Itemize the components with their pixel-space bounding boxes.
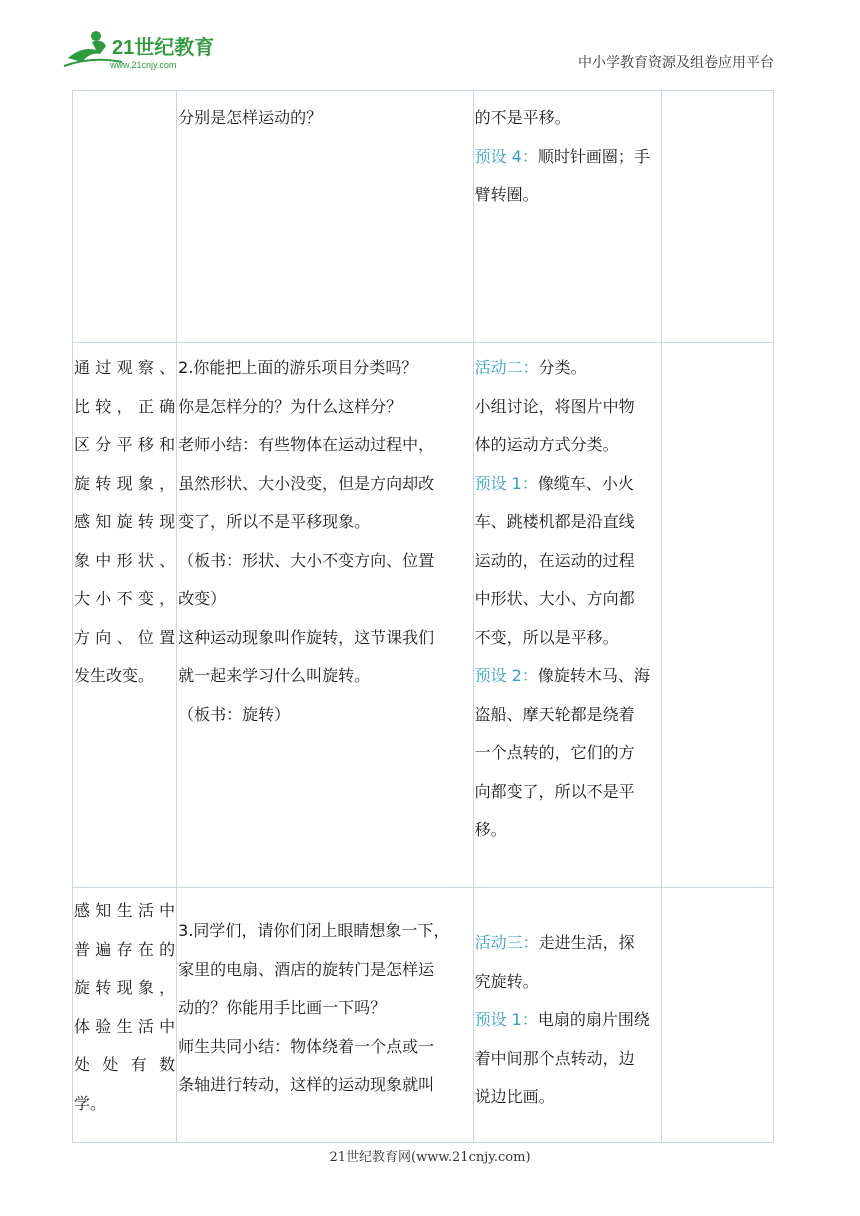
goal-line: 通过观察、	[74, 358, 176, 377]
student-line	[475, 696, 660, 735]
notes-cell	[661, 343, 773, 888]
student-text: 中形状、大小、方向都	[474, 589, 635, 608]
student-activity-cell	[473, 91, 661, 343]
student-line	[475, 734, 660, 773]
notes-cell	[661, 888, 773, 1143]
student-text: 车、跳楼机都是沿直线	[474, 512, 635, 531]
student-activity-cell	[473, 343, 661, 888]
goal-line: 学。	[74, 1093, 107, 1113]
notes-cell	[661, 91, 773, 343]
teacher-line: （板书：形状、大小不变方向、位置	[178, 550, 435, 570]
activity-label: 活动二：	[474, 358, 539, 377]
student-text: 盗船、摩天轮都是绕着	[474, 704, 635, 724]
goal-line: 方向、位置	[74, 627, 176, 647]
student-text: 移。	[474, 820, 507, 839]
logo-mark-icon	[62, 28, 232, 74]
student-activity-cell	[473, 888, 661, 1143]
goal-line: 普遍存在的	[74, 939, 176, 959]
teacher-line: 老师小结：有些物体在运动过程中，	[178, 435, 435, 454]
student-text: 向都变了，所以不是平	[474, 781, 635, 801]
student-line	[475, 580, 660, 619]
lesson-table-body	[73, 91, 774, 1143]
teacher-activity-cell	[177, 91, 473, 343]
student-line	[475, 619, 660, 658]
student-text: 的不是平移。	[474, 108, 571, 127]
student-line	[475, 426, 660, 465]
student-line	[475, 542, 660, 581]
student-text: 小组讨论，将图片中物	[474, 396, 635, 416]
student-text: 分类。	[538, 358, 587, 377]
student-line	[475, 657, 660, 696]
teacher-line: 条轴进行转动，这样的运动现象就叫	[178, 1075, 435, 1094]
goal-line: 感知旋转现	[74, 512, 176, 531]
goal-line: 比较，正确	[74, 396, 176, 416]
student-line	[475, 811, 660, 850]
student-line	[475, 963, 660, 1002]
goal-cell	[73, 91, 177, 343]
table-row	[73, 343, 774, 888]
student-text: 说边比画。	[474, 1087, 555, 1106]
lesson-table	[72, 90, 774, 1143]
student-text: 不变，所以是平移。	[474, 627, 619, 647]
goal-cell	[73, 343, 177, 888]
student-line	[475, 1040, 660, 1079]
activity-label: 预设 1：	[474, 1010, 538, 1029]
student-line	[475, 388, 660, 427]
teacher-line: 3.同学们，请你们闭上眼睛想象一下，	[178, 921, 450, 940]
student-text: 顺时针画圈；手	[537, 146, 650, 166]
student-text: 着中间那个点转动，边	[474, 1048, 635, 1068]
goal-cell	[73, 888, 177, 1143]
student-line	[475, 773, 660, 812]
goal-line: 大小不变，	[74, 589, 176, 608]
teacher-line: 就一起来学习什么叫旋转。	[178, 666, 371, 685]
teacher-line: 分别是怎样运动的？	[178, 108, 323, 127]
goal-line: 区分平移和	[74, 435, 176, 454]
activity-label: 活动三：	[474, 933, 539, 952]
student-text: 电扇的扇片围绕	[537, 1010, 650, 1029]
student-text: 像旋转木马、海	[537, 666, 650, 685]
goal-line: 旋转现象，	[74, 978, 176, 997]
goal-line: 体验生活中	[74, 1016, 176, 1036]
logo-url: www.21cnjy.com	[110, 60, 177, 70]
student-line	[475, 465, 660, 504]
teacher-line: 改变）	[178, 589, 227, 608]
logo-text: 21世纪教育	[112, 37, 215, 59]
goal-line: 感知生活中	[74, 901, 176, 920]
teacher-line: 家里的电扇、酒店的旋转门是怎样运	[178, 959, 435, 979]
student-line	[475, 99, 660, 138]
goal-line: 旋转现象，	[74, 473, 176, 493]
teacher-activity-cell	[177, 888, 473, 1143]
goal-line: 象中形状、	[74, 550, 176, 570]
student-text: 像缆车、小火	[537, 473, 634, 493]
table-row	[73, 91, 774, 343]
page-footer: 21世纪教育网(www.21cnjy.com)	[329, 1150, 531, 1165]
student-line	[475, 176, 660, 215]
teacher-line: 动的？你能用手比画一下吗？	[178, 998, 387, 1017]
teacher-line: （板书：旋转）	[178, 704, 291, 724]
logo	[62, 28, 232, 74]
student-line	[475, 924, 660, 963]
student-text: 运动的，在运动的过程	[474, 550, 635, 570]
student-line	[475, 1078, 660, 1117]
student-text: 走进生活，探	[538, 933, 635, 952]
teacher-line: 这种运动现象叫作旋转，这节课我们	[178, 627, 435, 647]
teacher-line: 2.你能把上面的游乐项目分类吗？	[178, 358, 418, 377]
activity-label: 预设 2：	[474, 666, 538, 685]
student-text: 一个点转的，它们的方	[474, 743, 635, 762]
goal-line: 处处有数	[74, 1055, 176, 1074]
student-line	[475, 1001, 660, 1040]
teacher-activity-cell	[177, 343, 473, 888]
student-text: 究旋转。	[474, 971, 539, 991]
teacher-line: 变了，所以不是平移现象。	[178, 512, 371, 531]
student-line	[475, 503, 660, 542]
student-text: 臂转圈。	[474, 185, 539, 204]
activity-label: 预设 4：	[474, 146, 538, 166]
student-text: 体的运动方式分类。	[474, 435, 619, 454]
table-row	[73, 888, 774, 1143]
teacher-line: 虽然形状、大小没变，但是方向却改	[178, 473, 435, 493]
student-line	[475, 138, 660, 177]
teacher-line: 你是怎样分的？为什么这样分？	[178, 396, 403, 416]
platform-name: 中小学教育资源及组卷应用平台	[578, 55, 774, 71]
student-line	[475, 349, 660, 388]
goal-line: 发生改变。	[74, 666, 155, 685]
teacher-line: 师生共同小结：物体绕着一个点或一	[178, 1036, 435, 1056]
activity-label: 预设 1：	[474, 473, 538, 493]
